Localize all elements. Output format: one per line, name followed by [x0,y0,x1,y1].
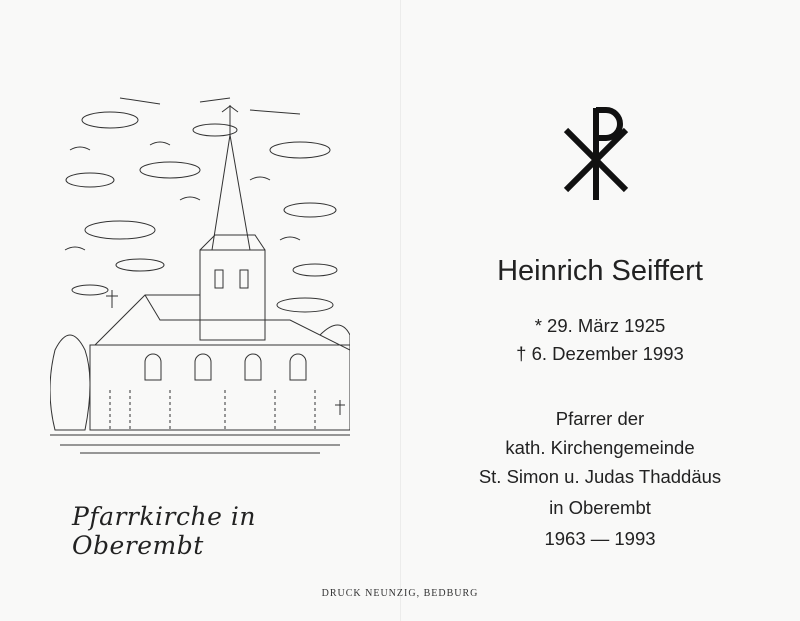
illustration-caption: Pfarrkirche in Oberembt [72,502,256,560]
birth-date: * 29. März 1925 [534,315,666,336]
fold-line [400,0,401,621]
deceased-name: Heinrich Seiffert [497,255,703,287]
title-line-1: Pfarrer der [555,408,645,429]
death-date: † 6. Dezember 1993 [516,343,684,364]
church-sketch-icon [50,90,350,460]
service-years: 1963 — 1993 [544,528,656,549]
title-line-3: St. Simon u. Judas Thaddäus [478,466,722,487]
title-line-2: kath. Kirchengemeinde [505,437,695,458]
title-line-4: in Oberembt [549,497,651,518]
printer-credit: DRUCK NEUNZIG, BEDBURG [321,588,479,599]
chi-rho-icon [558,100,633,210]
